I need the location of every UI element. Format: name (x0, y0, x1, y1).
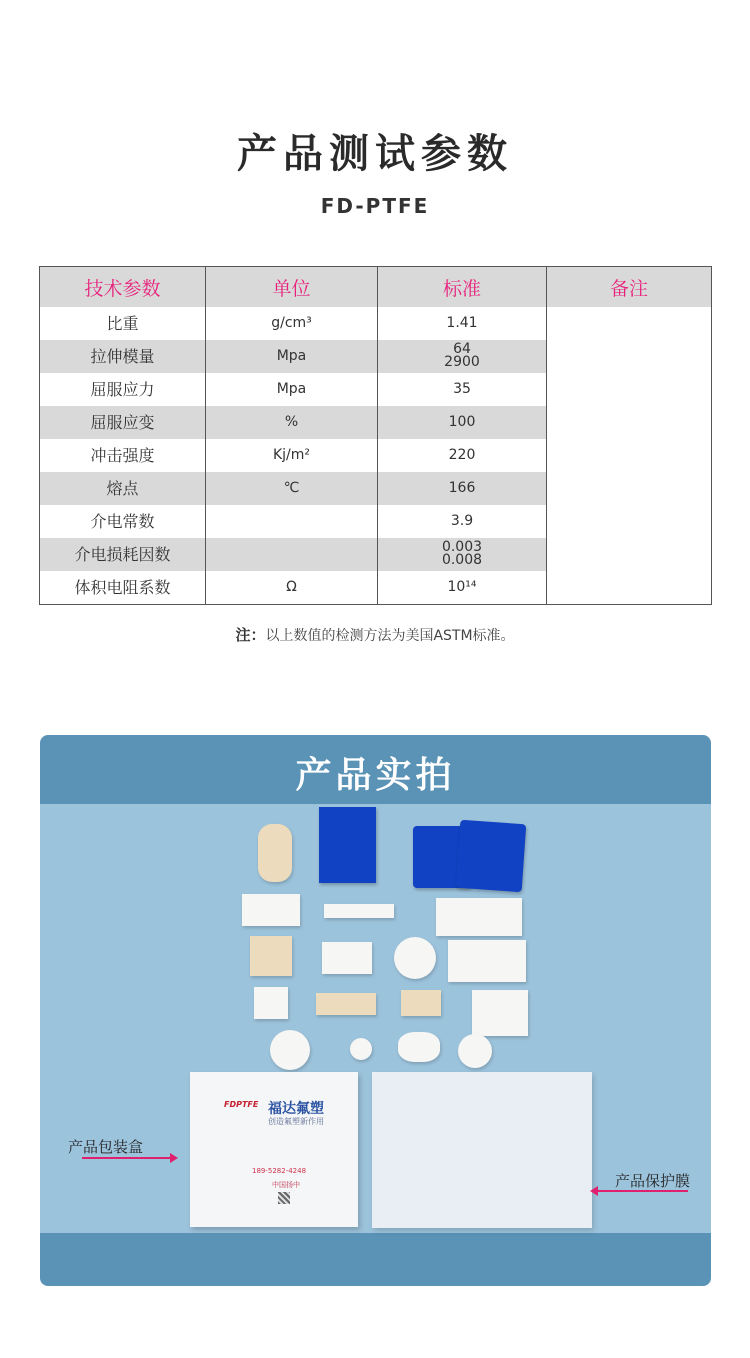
brand-logo: FDPTFE (224, 1100, 259, 1109)
bar-part (322, 942, 372, 974)
header-parameter: 技术参数 (40, 267, 206, 308)
qr-code (278, 1192, 290, 1204)
footnote-label: 注： (235, 626, 266, 644)
param-value: 3.9 (378, 505, 547, 538)
footnote-text: 以上数值的检测方法为美国ASTM标准。 (265, 628, 515, 644)
header-standard: 标准 (378, 267, 547, 308)
param-name: 比重 (40, 307, 206, 340)
clamp-part (316, 993, 376, 1015)
protective-film (372, 1072, 592, 1228)
film-callout: 产品保护膜 (615, 1172, 691, 1190)
square-plate-part (254, 987, 288, 1019)
product-model: FD-PTFE (320, 194, 430, 218)
param-name: 冲击强度 (40, 439, 206, 472)
sphere-part (458, 1034, 492, 1068)
box-slogan: 创造氟塑新作用 (268, 1117, 324, 1126)
param-name: 熔点 (40, 472, 206, 505)
param-unit (206, 538, 378, 571)
strip-part (324, 904, 394, 918)
param-value: 1.41 (378, 307, 547, 340)
page-title: 产品测试参数 (237, 131, 513, 177)
param-unit: Mpa (206, 373, 378, 406)
header-remark: 备注 (547, 267, 712, 308)
photo-title: 产品实拍 (295, 755, 456, 796)
param-unit: ℃ (206, 472, 378, 505)
packaging-box (190, 1072, 358, 1227)
box-callout-arrow (82, 1157, 172, 1159)
box-location: 中国扬中 (272, 1181, 300, 1189)
table-header-row (40, 267, 712, 308)
remark-cell (547, 307, 712, 605)
box-callout: 产品包装盒 (68, 1138, 144, 1156)
blue-block-part (319, 807, 376, 883)
param-name: 介电常数 (40, 505, 206, 538)
param-name: 介电损耗因数 (40, 538, 206, 571)
rail-part (448, 940, 526, 982)
param-value: 64 2900 (378, 340, 547, 373)
param-value: 0.003 0.008 (378, 538, 547, 571)
film-callout-arrow (596, 1190, 688, 1192)
param-value: 166 (378, 472, 547, 505)
angle-part (242, 894, 300, 926)
blue-flange-part (456, 820, 527, 892)
box-brand: 福达氟塑 (268, 1101, 324, 1117)
ring-part (350, 1038, 372, 1060)
param-unit: g/cm³ (206, 307, 378, 340)
param-name: 体积电阻系数 (40, 571, 206, 605)
half-bushing-part (401, 990, 441, 1016)
spool-part (258, 824, 292, 882)
gear-disc-part (394, 937, 436, 979)
header-unit: 单位 (206, 267, 378, 308)
box-phone: 189-5282-4248 (252, 1167, 307, 1175)
param-unit: Mpa (206, 340, 378, 373)
footnote (0, 624, 750, 645)
param-name: 拉伸模量 (40, 340, 206, 373)
spec-table (39, 266, 712, 605)
gear-part (270, 1030, 310, 1070)
param-unit: Ω (206, 571, 378, 605)
param-value: 100 (378, 406, 547, 439)
table-row (40, 307, 712, 340)
product-photo-panel (40, 735, 711, 1286)
param-unit (206, 505, 378, 538)
param-value: 35 (378, 373, 547, 406)
param-name: 屈服应力 (40, 373, 206, 406)
param-unit: % (206, 406, 378, 439)
param-unit: Kj/m² (206, 439, 378, 472)
param-value: 10¹⁴ (378, 571, 547, 605)
param-value: 220 (378, 439, 547, 472)
product-photo (40, 804, 711, 1233)
param-name: 屈服应变 (40, 406, 206, 439)
bushing-block-part (250, 936, 292, 976)
mount-plate-part (472, 990, 528, 1036)
v-block-part (436, 898, 522, 936)
balls-part (398, 1032, 440, 1062)
